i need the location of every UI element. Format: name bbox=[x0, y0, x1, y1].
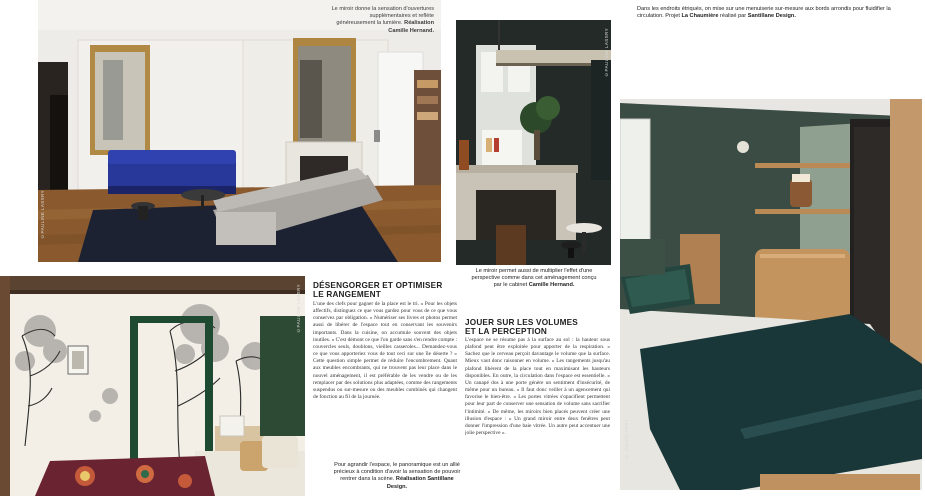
panoramic-wallpaper-photo bbox=[0, 276, 305, 496]
bedroom-photo-credit: © JULIEN FERT bbox=[624, 419, 629, 459]
panoramic-caption: Pour agrandir l'espace, le panoramique est un allié précieux à condition d'avoir la sensation de pouvoir rentrer dans la scène. Réalisation Santillane Design. bbox=[333, 462, 461, 490]
panoramic-photo-credit: ©PAULINE LASSRY bbox=[296, 284, 301, 333]
section2-title-line1: JOUER SUR LES VOLUMES bbox=[465, 318, 578, 327]
bedroom-caption: Dans les endroits étriqués, on mise sur une menuiserie sur-mesure aux bords arrondis pour fluidifier la circulation. Projet La Chaumière réalisé par Santillane Design. bbox=[637, 6, 891, 20]
mirror-fireplace-photo-credit: ©PAULINE LASSRY bbox=[604, 28, 609, 77]
mirror-fireplace-caption: Le miroir permet aussi de multiplier l'effet d'une perspective comme dans cet aménagement conçu par le cabinet Camille Hernand. bbox=[471, 268, 597, 289]
living-room-photo bbox=[38, 0, 441, 262]
section2-paragraph: L'espace ne se résume pas à la surface au sol : la hauteur sous plafond peut être exploitée pour apporter de la respiration. « Sachez que le cerveau perçoit davantage le volume que la surface. Mieux vaut donc raisonner en volume. » Les rangements jusqu'au plafond libèrent de la place tout en maximisant les hauteurs disponibles. En outre, la circulation dans l'espace est essentielle. « Un canapé dos à une porte génère un sentiment d'insécurité, de même pour un bureau. » Il faut donc veiller à un agencement qui favorise le bien-être. « Les portes vitrées s'opacifient permettent pour leur part de conserver une sensation de volume sans sacrifier l'intimité. » De même, les miroirs bien placés peuvent créer une illusion d'espace : « Un grand miroir entre deux fenêtres peut donner l'impression d'une baie vitrée. Un autre peut accentuer une jolie perspective ». bbox=[465, 337, 610, 437]
section2-title-line2: ET LA PERCEPTION bbox=[465, 327, 548, 336]
bedroom-photo bbox=[620, 99, 922, 490]
living-room-photo-credit: ©PAULINE LASSRY bbox=[40, 190, 45, 239]
section1-title-line2: LE RANGEMENT bbox=[313, 290, 381, 299]
section1-paragraph: L'une des clefs pour gagner de la place est le tri. « Pour les objets affectifs, distinguez ce que vous gardez pour vous de ce que vous conservez par obligation. » Numériser ses livres et photos permet aussi de libérer de l'espace tout en conservant les souvenirs importants. Dans la cuisine, on accumule souvent des objets inutiles. « C'est démont ce que l'on garde sans s'en rendre compte : couvercles seuls, doublons, vieilles casseroles... Demandez-vous ce que vous apporteriez vous de tout ceci sur une île déserte ? » Cette question simple permet de réduire l'encombrement. Quant aux meubles encombrants, qui ne trouvent pas leur place dans le nouvel aménagement, il est préférable de les vendre ou de les remplacer par des solutions plus adaptées, comme des rangements suspendus ou sur-mesure ou des meubles combinés qui changent de fonction au fil de la journée. bbox=[313, 301, 457, 401]
mirror-fireplace-photo bbox=[456, 20, 611, 265]
section1-title bbox=[313, 281, 463, 299]
living-room-caption: Le miroir donne la sensation d'ouvertures supplémentaires et reflète généreusement la lumière. Réalisation Camille Hernand. bbox=[331, 6, 434, 34]
section1-title-line1: DÉSENGORGER ET OPTIMISER bbox=[313, 281, 443, 290]
section2-title bbox=[465, 318, 615, 336]
